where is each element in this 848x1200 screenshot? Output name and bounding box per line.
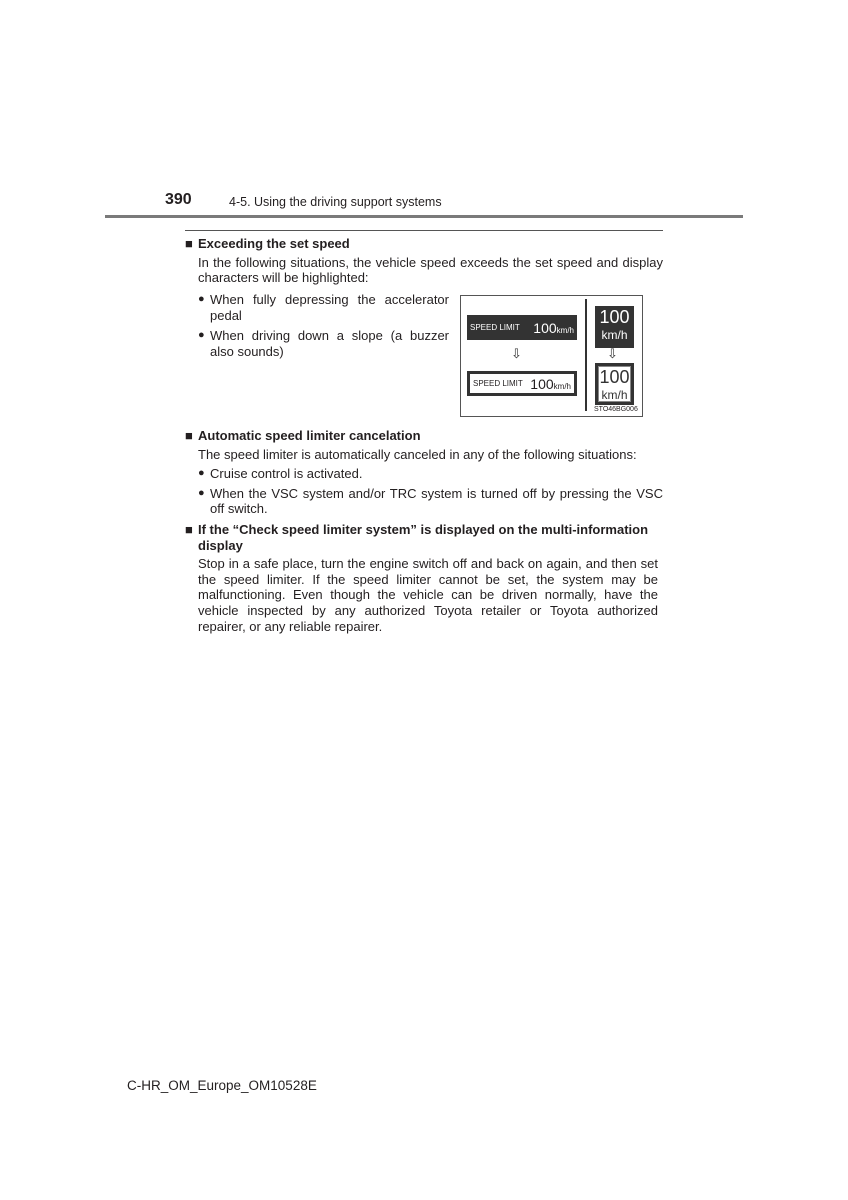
list-item: [198, 486, 663, 517]
list-item: [198, 292, 449, 323]
square-bullet-icon: ■: [185, 522, 193, 537]
list-item-text: Cruise control is activated.: [210, 466, 363, 482]
page-number: 390: [165, 191, 192, 208]
section-heading: [185, 428, 663, 444]
list-item: [198, 466, 663, 482]
panel-label: SPEED LIMIT: [470, 323, 520, 332]
square-bullet-icon: ■: [185, 236, 193, 251]
exceeding-bullet-list: [185, 292, 449, 359]
footer-document-id: C-HR_OM_Europe_OM10528E: [127, 1078, 317, 1093]
figure-divider: [585, 299, 587, 411]
section-exceeding: [185, 236, 663, 286]
speed-limit-panel-highlighted: [467, 371, 577, 396]
panel-value: 100km/h: [533, 319, 574, 336]
sign-value: 100: [599, 307, 630, 327]
panel-label: SPEED LIMIT: [473, 379, 523, 388]
list-item: [198, 328, 449, 359]
speed-sign-highlighted: [595, 363, 634, 405]
heading-text: Automatic speed limiter cancelation: [198, 428, 421, 443]
sign-value: 100: [599, 367, 630, 387]
content-rule: [185, 230, 663, 231]
section-title: 4-5. Using the driving support systems: [229, 195, 442, 209]
sign-unit: km/h: [601, 388, 628, 402]
section-heading: [185, 236, 663, 252]
section-heading: [185, 522, 663, 553]
bullet-icon: ●: [198, 329, 205, 342]
paragraph: Stop in a safe place, turn the engine switch off and back on again, and then set the speed limiter. If the speed limiter cannot be set, the system may be malfunctioning. Even though the vehicle can be driven normally, have the vehicle inspected by any authorized Toyota retailer or Toyota authorized repairer, or any reliable repairer.: [198, 556, 658, 634]
list-item-text: When the VSC system and/or TRC system is turned off by pressing the VSC off switch.: [210, 485, 663, 517]
square-bullet-icon: ■: [185, 428, 193, 443]
section-cancelation: [185, 428, 663, 517]
bullet-icon: ●: [198, 293, 205, 305]
panel-value: 100km/h: [530, 375, 571, 392]
section-check-limiter: [185, 522, 663, 634]
heading-text: If the “Check speed limiter system” is displayed on the multi-information display: [198, 522, 649, 553]
down-arrow-icon: ⇩: [511, 346, 522, 361]
paragraph: In the following situations, the vehicle speed exceeds the set speed and display characters will be highlighted:: [198, 254, 663, 286]
bullet-icon: ●: [198, 467, 205, 480]
figure-code: STO46BG006: [594, 406, 638, 413]
sign-unit: km/h: [601, 328, 628, 342]
speed-limit-panel-normal: [467, 315, 577, 340]
speed-limit-display-figure: [460, 295, 643, 417]
speed-sign-normal: [595, 306, 634, 348]
heading-text: Exceeding the set speed: [198, 236, 350, 251]
paragraph: The speed limiter is automatically canceled in any of the following situations:: [198, 446, 637, 462]
bullet-icon: ●: [198, 486, 205, 499]
list-item-text: When fully depressing the accelerator pedal: [210, 292, 449, 323]
down-arrow-icon: ⇩: [607, 346, 618, 361]
list-item-text: When driving down a slope (a buzzer also sounds): [210, 328, 449, 359]
header-rule: [105, 215, 743, 218]
